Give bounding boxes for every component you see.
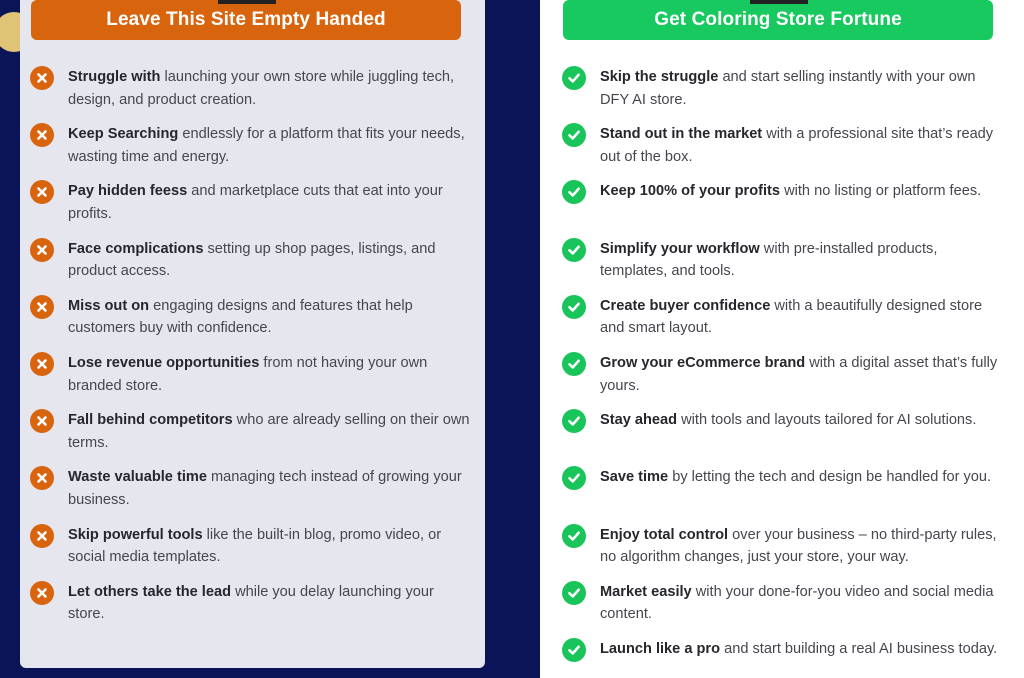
- item-highlight: Save time: [600, 469, 669, 486]
- item-text: with a beautifully designed store and smart layout.: [600, 297, 983, 337]
- item-text: and start building a real AI business today.: [720, 640, 998, 657]
- header-tab-decoration: [218, 0, 276, 4]
- item-text: with no listing or platform fees.: [780, 183, 982, 200]
- list-item: [30, 352, 470, 409]
- list-item: [562, 180, 1002, 237]
- item-highlight: Miss out on: [68, 297, 150, 314]
- item-highlight: Grow your eCommerce brand: [600, 354, 806, 371]
- x-circle-icon: [30, 295, 54, 319]
- list-item: [30, 180, 470, 237]
- check-circle-icon: [562, 66, 586, 90]
- list-item: [562, 295, 1002, 352]
- item-text: who are already selling on their own terms.: [68, 412, 470, 451]
- item-text: with your done-for-you video and social media content.: [600, 583, 994, 623]
- x-circle-icon: [30, 238, 54, 262]
- item-text: with tools and layouts tailored for AI solutions.: [677, 412, 977, 429]
- positive-list: [562, 66, 1002, 678]
- item-highlight: Let others take the lead: [68, 583, 232, 600]
- list-item: [30, 295, 470, 352]
- item-text: from not having your own branded store.: [68, 354, 428, 394]
- list-item: [562, 123, 1002, 180]
- item-text: engaging designs and features that help customers buy with confidence.: [68, 297, 413, 337]
- item-highlight: Simplify your workflow: [600, 240, 760, 257]
- header-tab-decoration: [750, 0, 808, 4]
- list-item: [562, 66, 1002, 123]
- list-item: [562, 238, 1002, 295]
- item-highlight: Lose revenue opportunities: [68, 354, 260, 371]
- item-text: over your business – no third-party rules, no algorithm changes, just your store, your way.: [600, 526, 997, 566]
- item-highlight: Skip the struggle: [600, 69, 719, 85]
- item-highlight: Launch like a pro: [600, 640, 721, 657]
- item-highlight: Enjoy total control: [600, 526, 729, 543]
- item-text: managing tech instead of growing your business.: [68, 469, 462, 508]
- list-item: [562, 466, 1002, 523]
- list-item: [562, 524, 1002, 581]
- list-item: [562, 581, 1002, 638]
- item-highlight: Market easily: [600, 583, 692, 600]
- item-text: like the built-in blog, promo video, or social media templates.: [68, 526, 442, 566]
- list-item: [562, 638, 1002, 678]
- item-text: and start selling instantly with your own DFY AI store.: [600, 69, 976, 108]
- item-highlight: Create buyer confidence: [600, 297, 771, 314]
- item-text: with a digital asset that’s fully yours.: [600, 354, 998, 394]
- list-item: [30, 581, 470, 638]
- item-text: endlessly for a platform that fits your needs, wasting time and energy.: [68, 126, 465, 165]
- check-circle-icon: [562, 524, 586, 548]
- item-text: by letting the tech and design be handled for you.: [668, 469, 992, 486]
- check-circle-icon: [562, 180, 586, 204]
- item-highlight: Keep Searching: [68, 126, 179, 143]
- list-item: [30, 66, 470, 123]
- list-item: [30, 466, 470, 523]
- item-text: with a professional site that’s ready out of the box.: [600, 126, 994, 165]
- check-circle-icon: [562, 352, 586, 376]
- list-item: [30, 524, 470, 581]
- item-text: launching your own store while juggling tech, design, and product creation.: [68, 69, 455, 108]
- list-item: [562, 352, 1002, 409]
- x-circle-icon: [30, 66, 54, 90]
- item-highlight: Pay hidden feess: [68, 183, 188, 200]
- list-item: [30, 238, 470, 295]
- item-highlight: Stay ahead: [600, 412, 678, 429]
- check-circle-icon: [562, 638, 586, 662]
- check-circle-icon: [562, 238, 586, 262]
- check-circle-icon: [562, 466, 586, 490]
- list-item: [30, 123, 470, 180]
- x-circle-icon: [30, 466, 54, 490]
- x-circle-icon: [30, 123, 54, 147]
- item-text: and marketplace cuts that eat into your profits.: [68, 183, 443, 222]
- left-panel-header: Leave This Site Empty Handed: [31, 0, 461, 40]
- check-circle-icon: [562, 123, 586, 147]
- check-circle-icon: [562, 581, 586, 605]
- item-highlight: Stand out in the market: [600, 126, 763, 143]
- item-highlight: Struggle with: [68, 69, 161, 85]
- item-highlight: Keep 100% of your profits: [600, 183, 781, 200]
- check-circle-icon: [562, 295, 586, 319]
- item-highlight: Fall behind competitors: [68, 412, 233, 429]
- check-circle-icon: [562, 409, 586, 433]
- item-text: setting up shop pages, listings, and product access.: [68, 240, 436, 280]
- x-circle-icon: [30, 524, 54, 548]
- x-circle-icon: [30, 352, 54, 376]
- negative-list: [30, 66, 470, 638]
- item-highlight: Face complications: [68, 240, 204, 257]
- item-highlight: Skip powerful tools: [68, 526, 203, 543]
- item-highlight: Waste valuable time: [68, 469, 207, 486]
- item-text: with pre-installed products, templates, and tools.: [600, 240, 938, 280]
- item-text: while you delay launching your store.: [68, 583, 434, 623]
- x-circle-icon: [30, 180, 54, 204]
- x-circle-icon: [30, 581, 54, 605]
- right-panel-header: Get Coloring Store Fortune: [563, 0, 993, 40]
- x-circle-icon: [30, 409, 54, 433]
- list-item: [30, 409, 470, 466]
- list-item: [562, 409, 1002, 466]
